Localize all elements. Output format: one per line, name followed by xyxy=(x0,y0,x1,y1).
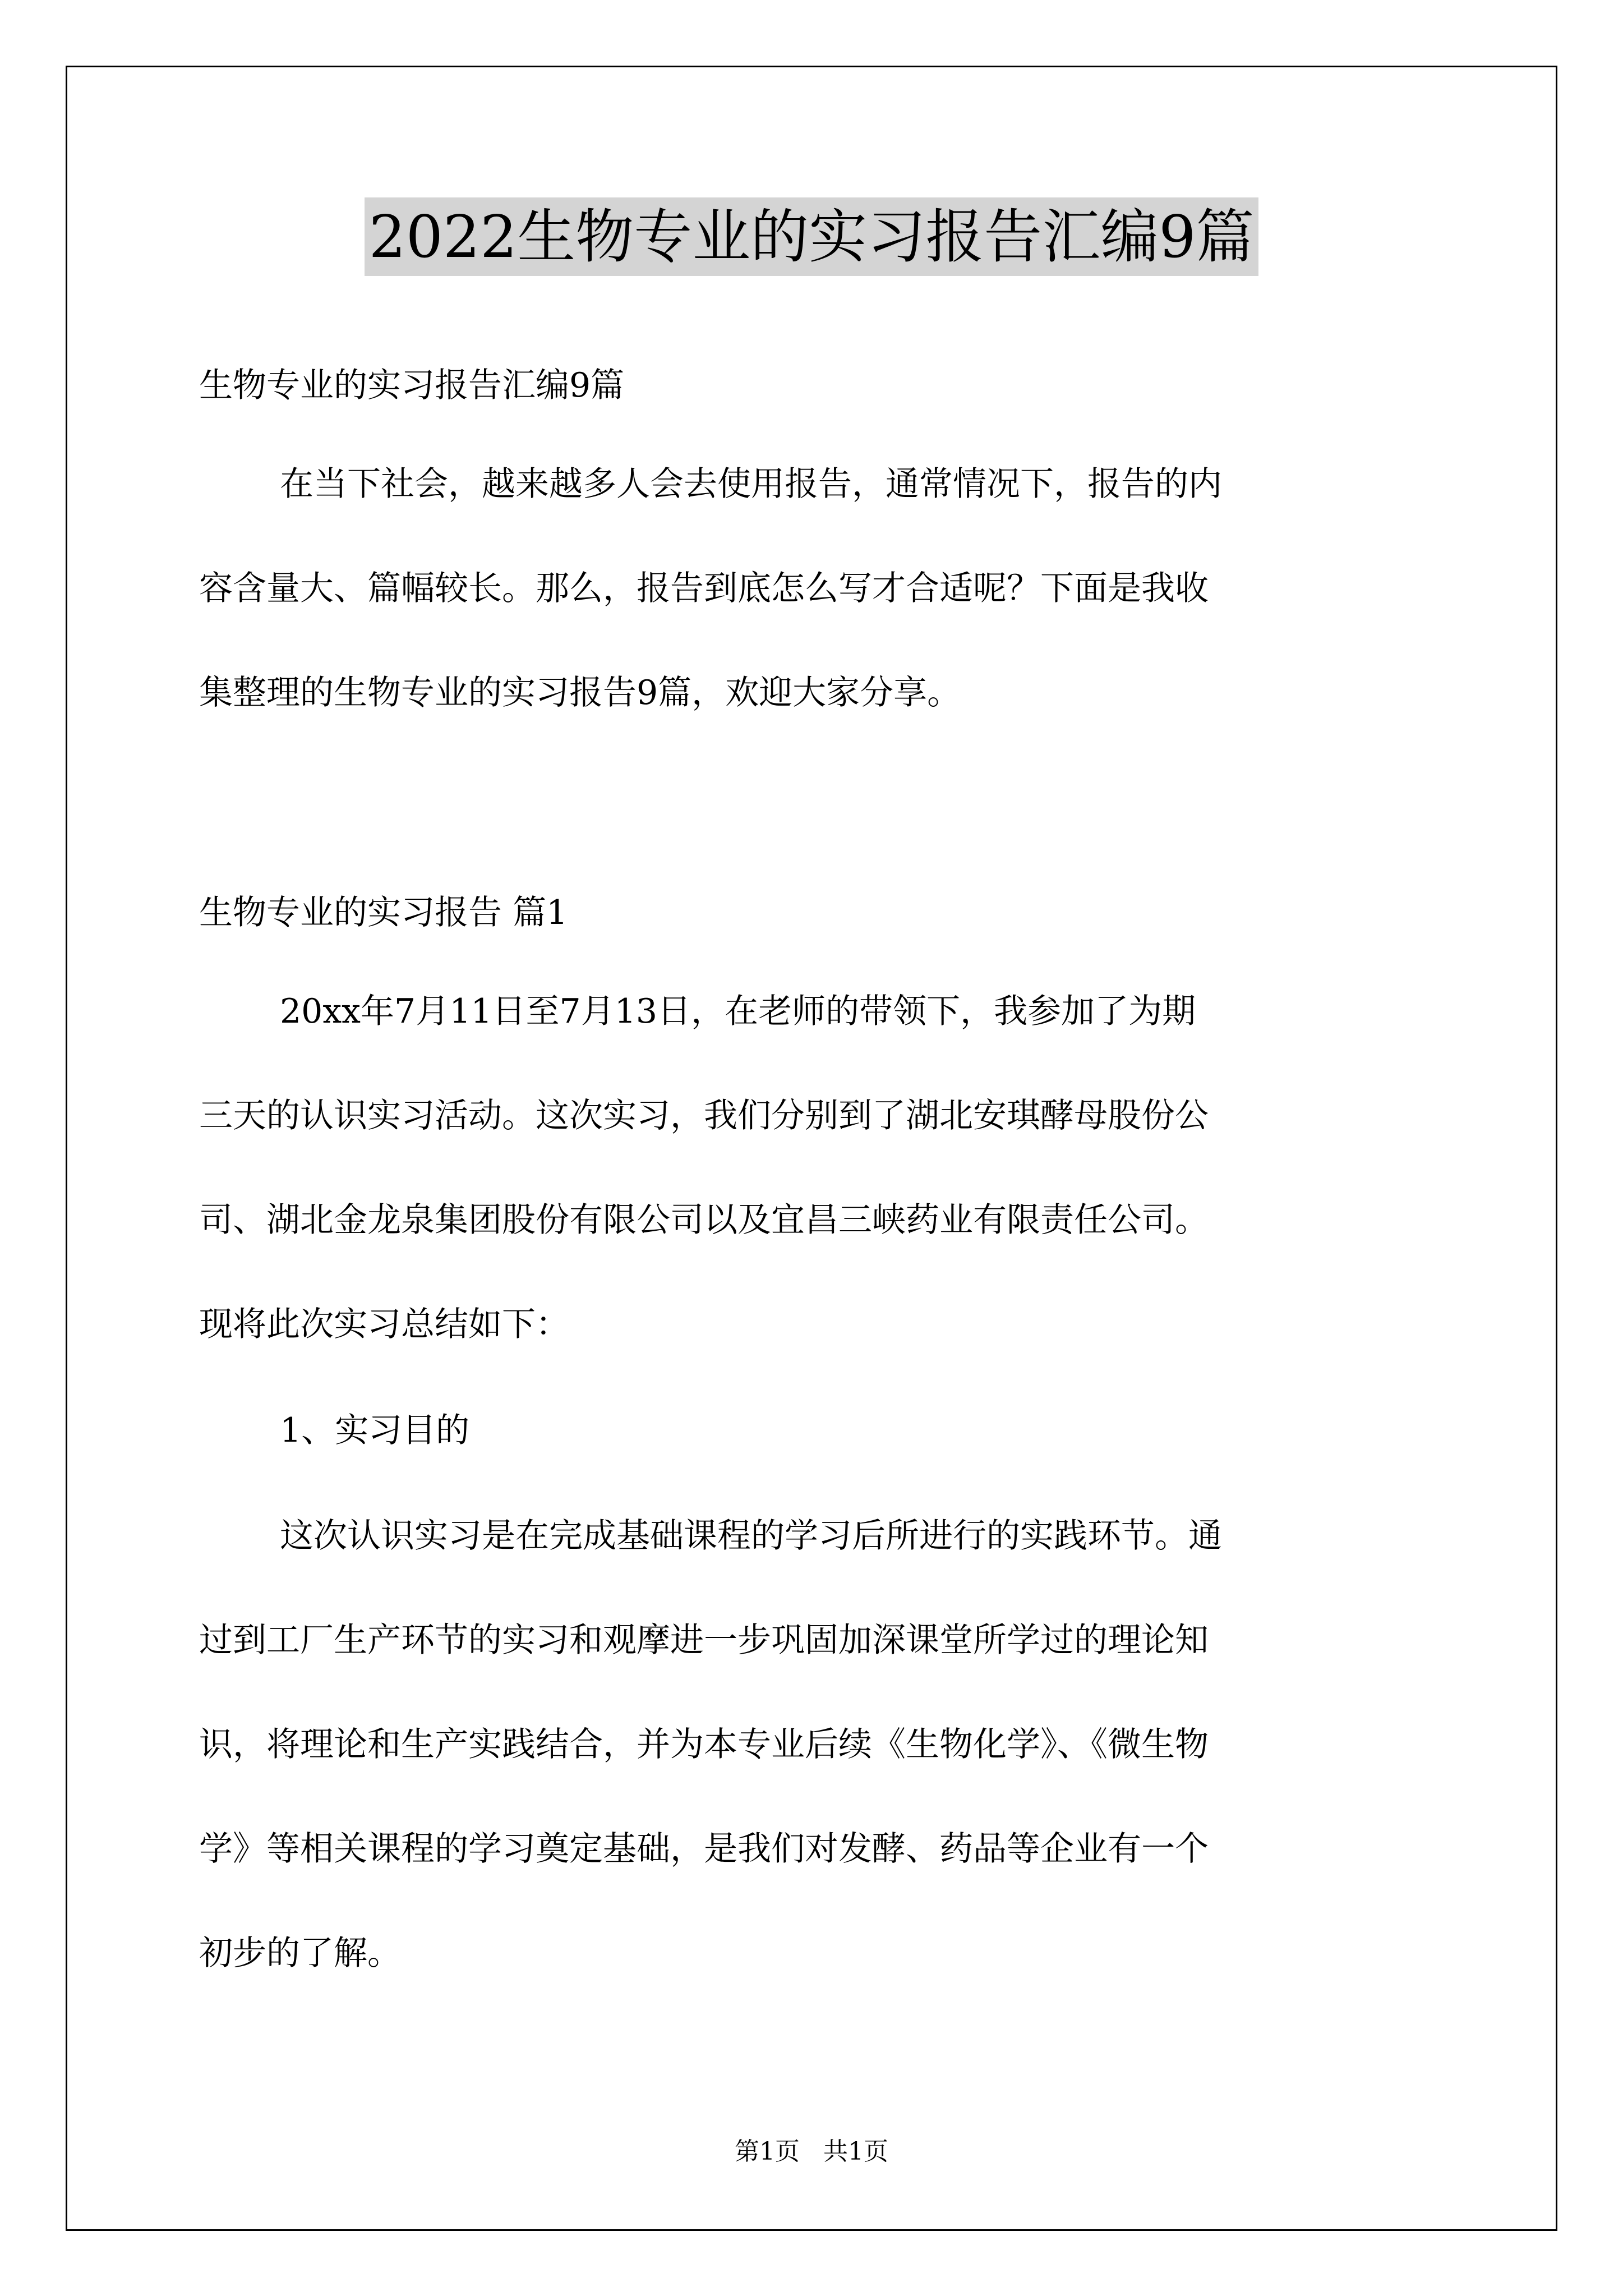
title-container xyxy=(0,197,1623,276)
section-line: 司、湖北金龙泉集团股份有限公司以及宜昌三峡药业有限责任公司。 xyxy=(199,1200,1209,1240)
section-line: 20xx年7月11日至7月13日，在老师的带领下，我参加了为期 xyxy=(280,992,1196,1031)
item-line: 识，将理论和生产实践结合，并为本专业后续《生物化学》、《微生物 xyxy=(199,1725,1209,1764)
document-title: 2022生物专业的实习报告汇编9篇 xyxy=(365,197,1259,276)
section-line: 现将此次实习总结如下： xyxy=(199,1305,569,1344)
item-line: 过到工厂生产环节的实习和观摩进一步巩固加深课堂所学过的理论知 xyxy=(199,1621,1209,1660)
item-line: 学》等相关课程的学习奠定基础，是我们对发酵、药品等企业有一个 xyxy=(199,1829,1209,1869)
item-line: 初步的了解。 xyxy=(199,1934,401,1973)
intro-paragraph xyxy=(199,432,1433,745)
intro-line: 在当下社会，越来越多人会去使用报告，通常情况下，报告的内 xyxy=(280,464,1222,504)
item-paragraph xyxy=(199,1484,1433,2005)
item-line: 这次认识实习是在完成基础课程的学习后所进行的实践环节。通 xyxy=(280,1516,1222,1556)
section-heading: 生物专业的实习报告 篇1 xyxy=(199,893,568,932)
document-subtitle: 生物专业的实习报告汇编9篇 xyxy=(199,366,625,405)
intro-line: 集整理的生物专业的实习报告9篇，欢迎大家分享。 xyxy=(199,673,961,712)
item-heading: 1、实习目的 xyxy=(280,1411,470,1450)
intro-line: 容含量大、篇幅较长。那么，报告到底怎么写才合适呢？下面是我收 xyxy=(199,569,1209,608)
section-paragraph xyxy=(199,959,1433,1377)
section-line: 三天的认识实习活动。这次实习，我们分别到了湖北安琪酵母股份公 xyxy=(199,1096,1209,1135)
item-heading-block xyxy=(199,1378,1433,1483)
page-footer: 第1页 共1页 xyxy=(735,2137,888,2166)
